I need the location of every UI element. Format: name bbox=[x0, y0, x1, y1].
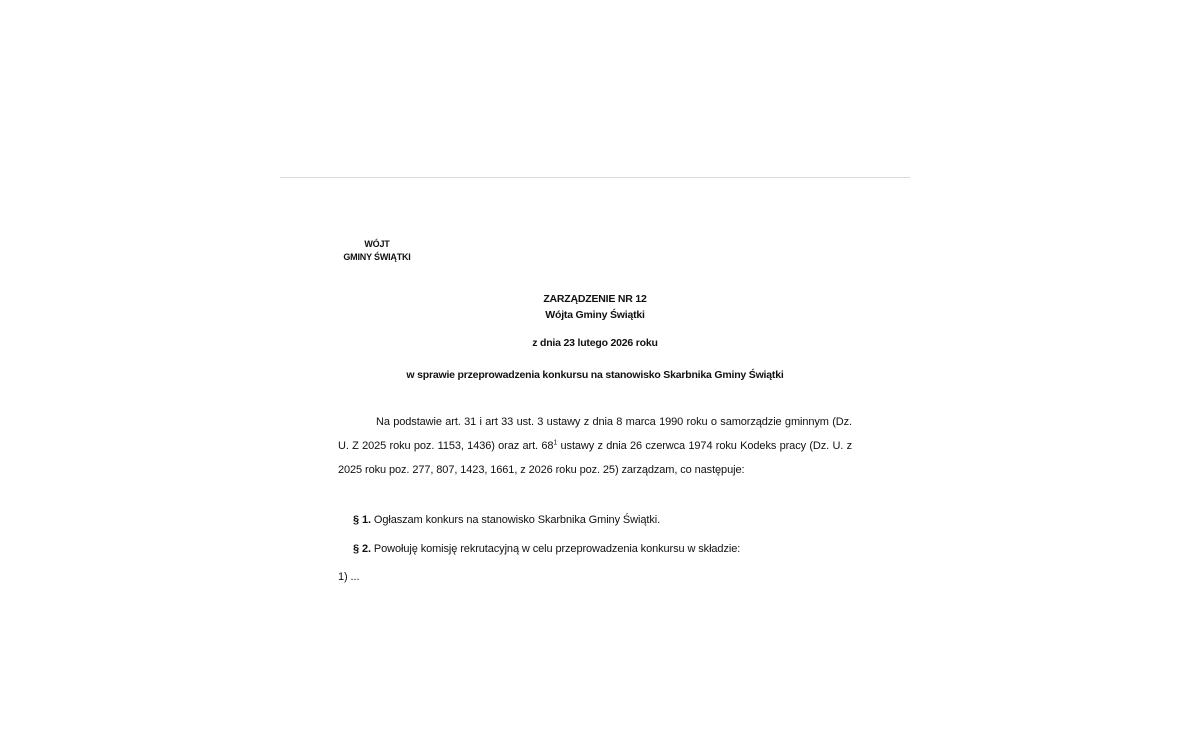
issuer-block bbox=[332, 238, 422, 264]
ordinance-heading bbox=[280, 291, 910, 323]
ordinance-subject: w sprawie przeprowadzenia konkursu na stanowisko Skarbnika Gminy Świątki bbox=[406, 369, 784, 381]
issuer-line-1: WÓJT bbox=[364, 239, 390, 249]
section-2-text: Powołuję komisję rekrutacyjną w celu przeprowadzenia konkursu w składzie: bbox=[370, 543, 741, 555]
section-1-mark: § 1. bbox=[353, 514, 371, 526]
legal-basis-paragraph bbox=[338, 410, 852, 482]
ordinance-number: ZARZĄDZENIE NR 12 bbox=[543, 293, 647, 305]
section-2-mark: § 2. bbox=[353, 543, 371, 555]
document-viewport[interactable] bbox=[280, 178, 910, 583]
issuer-line-2: GMINY ŚWIĄTKI bbox=[343, 252, 411, 262]
legal-basis-text-2: ustawy z dnia 26 czerwca 1974 roku Kodeks pracy (Dz. U. z 2025 roku poz. 277, 807, 1423, 1661, z 2026 roku poz. 25) zarządzam, co następuje: bbox=[338, 440, 852, 476]
legal-basis-superscript: 1 bbox=[553, 439, 558, 447]
section-1-text: Ogłaszam konkurs na stanowisko Skarbnika Gminy Świątki. bbox=[370, 514, 661, 526]
ordinance-date: z dnia 23 lutego 2026 roku bbox=[532, 337, 658, 349]
section-1 bbox=[353, 512, 660, 528]
legal-basis-text-1: Na podstawie art. 31 i art 33 ust. 3 ustawy z dnia 8 marca 1990 roku o samorządzie gminnym (Dz. U. Z 2025 roku poz. 1153, 1436) oraz art. 68 bbox=[338, 416, 852, 452]
section-2 bbox=[353, 541, 740, 557]
ordinance-authority: Wójta Gminy Świątki bbox=[545, 309, 645, 321]
section-2-item-1: 1) ... bbox=[338, 571, 360, 583]
